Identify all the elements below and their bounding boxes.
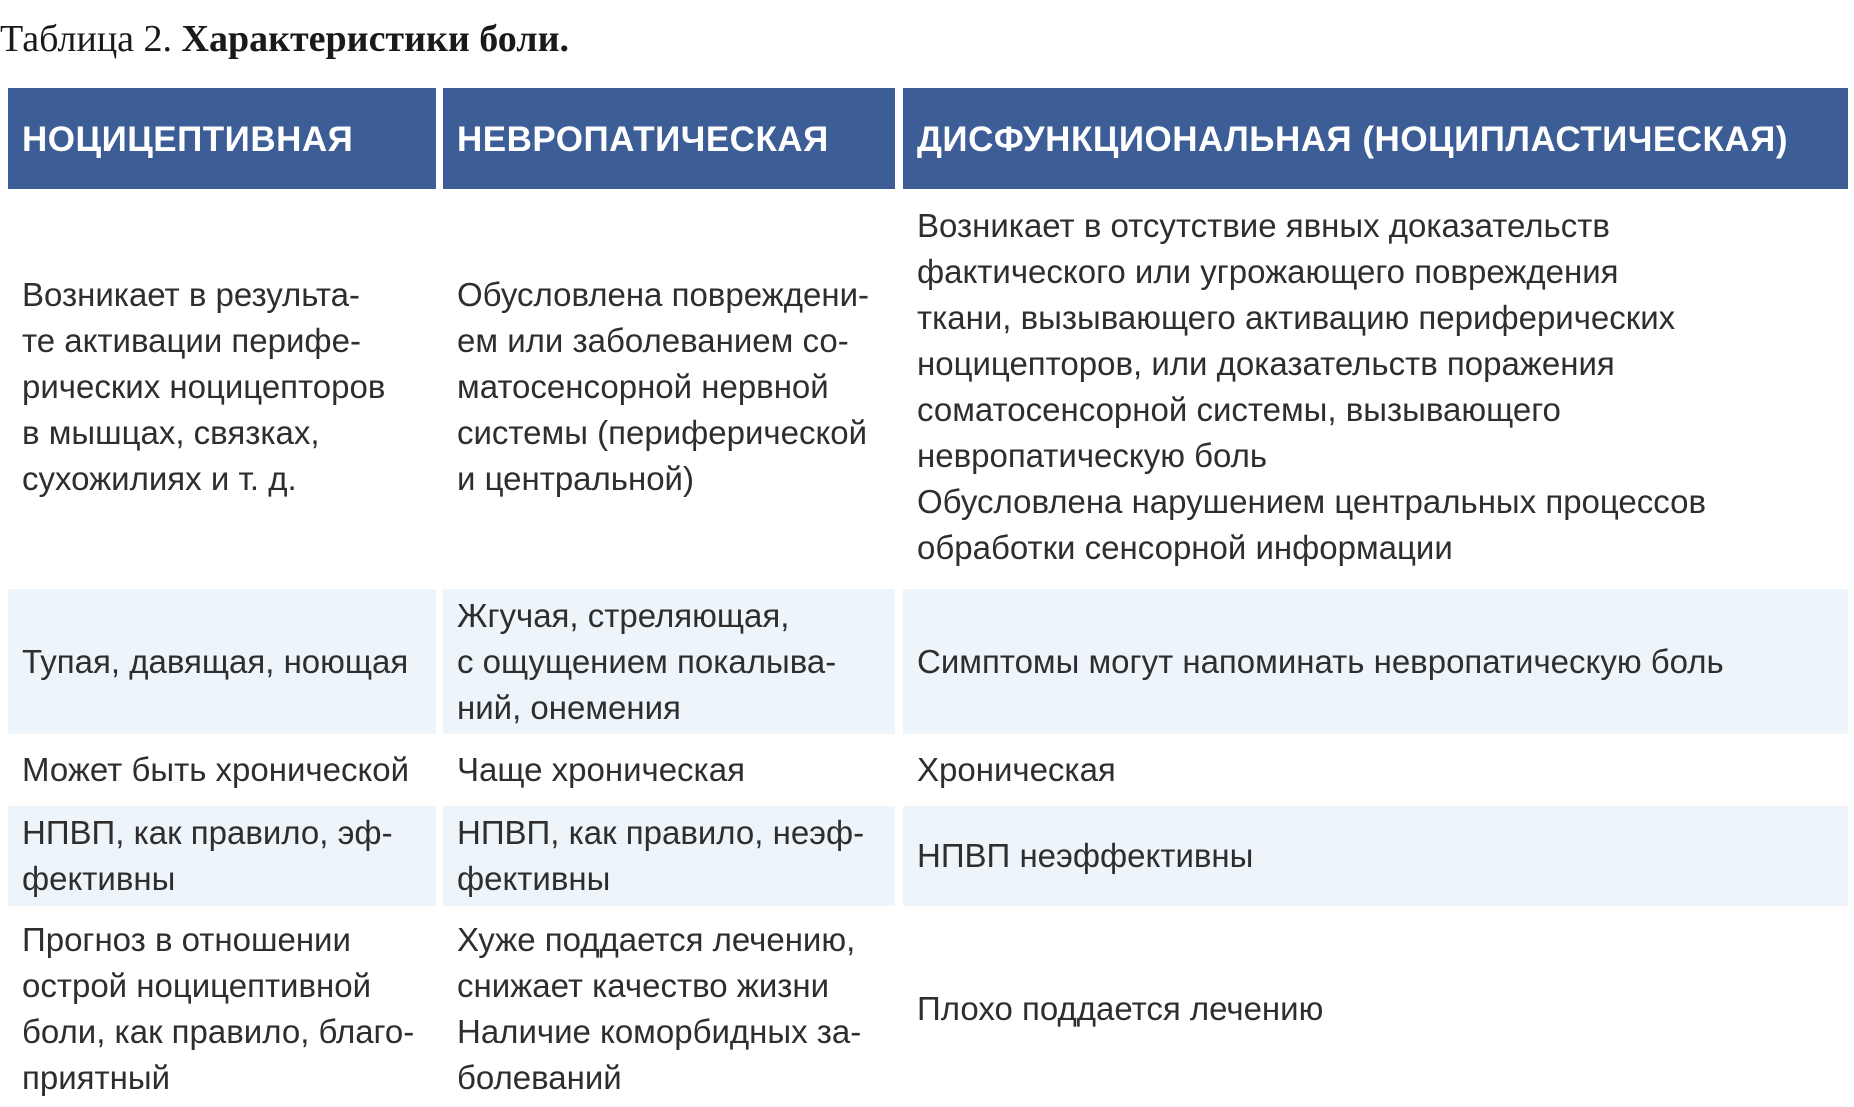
table-cell: Прогноз в отношении острой ноцицептивной боли, как правило, благо- приятный — [22, 921, 415, 1096]
column-header-neuropathic: НЕВРОПАТИЧЕСКАЯ — [443, 88, 895, 189]
table-cell: Плохо поддается лечению — [917, 990, 1324, 1027]
table-cell: НПВП, как правило, неэф- фективны — [443, 806, 895, 906]
column-header-nociceptive: НОЦИЦЕПТИВНАЯ — [8, 88, 436, 189]
table-cell: Возникает в отсутствие явных доказательств фактического или угрожающего повреждения ткани, вызывающего активацию периферических ноцицепторов, или доказательств поражения соматосенсорной системы, вызывающего невропатическую боль Обусловлена нарушением центральных процессов обработки сенсорной информации — [917, 207, 1707, 566]
table-cell: Тупая, давящая, ноющая — [8, 589, 436, 734]
table-row — [0, 806, 1854, 906]
table-cell: Обусловлена повреждени- ем или заболеванием со- матосенсорной нервной системы (периферической и центральной) — [457, 276, 870, 497]
table-cell: НПВП неэффективны — [903, 806, 1848, 906]
table-title — [0, 14, 569, 64]
column-header-dysfunctional: ДИСФУНКЦИОНАЛЬНАЯ (НОЦИПЛАСТИЧЕСКАЯ) — [903, 88, 1848, 189]
table-cell: Чаще хроническая — [457, 751, 745, 788]
table-row — [0, 911, 1854, 1107]
table-header-row — [0, 88, 1854, 189]
table-cell: НПВП, как правило, эф- фективны — [8, 806, 436, 906]
table-number: Таблица 2. — [0, 18, 182, 60]
table-caption: Характеристики боли. — [181, 18, 569, 60]
table-cell: Возникает в результа- те активации перифе- рических ноцицепторов в мышцах, связках, сухожилиях и т. д. — [22, 276, 386, 497]
table-cell: Жгучая, стреляющая, с ощущением покалыва- ний, онемения — [443, 589, 895, 734]
table-row — [0, 189, 1854, 585]
pain-characteristics-table — [0, 88, 1854, 1107]
table-cell: Может быть хронической — [22, 751, 410, 788]
table-row — [0, 734, 1854, 806]
table-row — [0, 589, 1854, 734]
table-cell: Хроническая — [917, 751, 1116, 788]
table-cell: Хуже поддается лечению, снижает качество жизни Наличие коморбидных за- болеваний — [457, 921, 862, 1096]
table-cell: Симптомы могут напоминать невропатическую боль — [903, 589, 1848, 734]
